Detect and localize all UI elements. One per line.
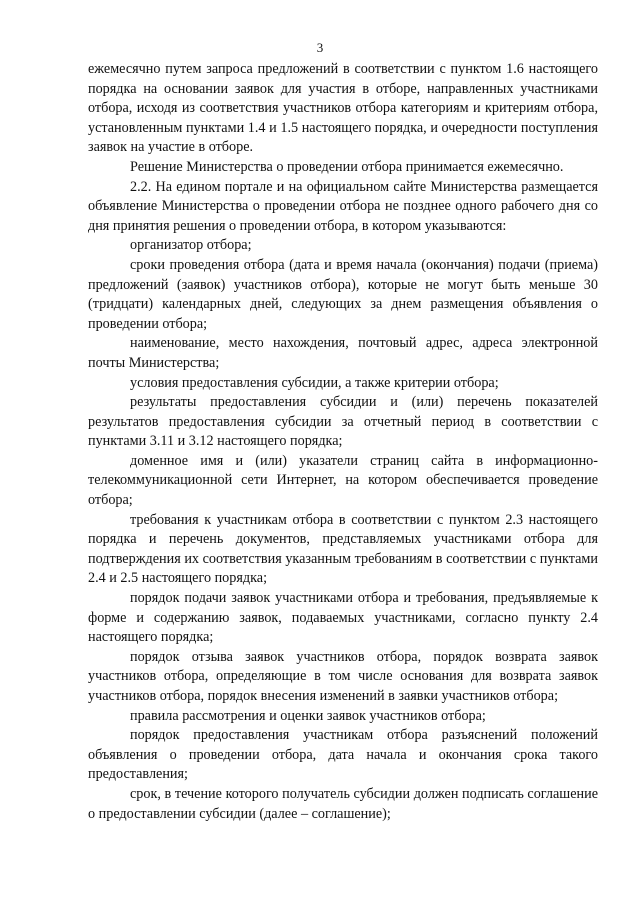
list-item-domain: доменное имя и (или) указатели страниц сайта в информационно-телекоммуникационной сети Интернет, на котором обеспечивается проведение отбора; <box>88 452 598 509</box>
list-item-results: результаты предоставления субсидии и (или) перечень показателей результатов предоставления субсидии за отчетный период в соответствии с пунктами 3.11 и 3.12 настоящего порядка; <box>88 394 598 450</box>
list-item-address: наименование, место нахождения, почтовый адрес, адреса электронной почты Министерства; <box>88 335 598 371</box>
document-body <box>88 60 598 824</box>
paragraph-decision: Решение Министерства о проведении отбора принимается ежемесячно. <box>130 158 564 175</box>
list-item-agreement-term: срок, в течение которого получатель субсидии должен подписать соглашение о предоставлении субсидии (далее – соглашение); <box>88 785 598 822</box>
list-item-submission: порядок подачи заявок участниками отбора и требования, предъявляемые к форме и содержанию заявок, подаваемых участниками, согласно пункту 2.4 настоящего порядка; <box>88 590 598 646</box>
list-item-conditions: условия предоставления субсидии, а также критерии отбора; <box>130 374 499 391</box>
list-item-requirements: требования к участникам отбора в соответствии с пунктом 2.3 настоящего порядка и перечень документов, представляемых участниками отбора для подтверждения их соответствия указанным требованиям в соответствии с пунктами 2.4 и 2.5 настоящего порядка; <box>88 511 598 587</box>
list-item-organizer: организатор отбора; <box>130 237 252 254</box>
page-number: 3 <box>316 40 324 55</box>
list-item-withdrawal: порядок отзыва заявок участников отбора, порядок возврата заявок участников отбора, определяющие в том числе основания для возврата заявок участников отбора, порядок внесения изменений в заявки участников отбора; <box>88 648 598 704</box>
list-item-deadlines: сроки проведения отбора (дата и время начала (окончания) подачи (приема) предложений (заявок) участников отбора), которые не могут быть меньше 30 (тридцати) календарных дней, следующих за днем размещения объявления о проведении отбора; <box>88 256 598 332</box>
paragraph-continuation: ежемесячно путем запроса предложений в соответствии с пунктом 1.6 настоящего порядка на основании заявок для участия в отборе, направленных участниками отбора, исходя из соответствия участников отбора категориям и критериям отбора, установленным пунктами 1.4 и 1.5 настоящего порядка, и очередности поступления заявок на участие в отборе. <box>88 61 598 156</box>
paragraph-section-2-2: 2.2. На едином портале и на официальном сайте Министерства размещается объявление Министерства о проведении отбора не позднее одного рабочего дня со дня принятия решения о проведении отбора, в котором указываются: <box>88 178 598 234</box>
list-item-evaluation: правила рассмотрения и оценки заявок участников отбора; <box>130 707 486 724</box>
list-item-clarifications: порядок предоставления участникам отбора разъяснений положений объявления о проведении отбора, дата начала и окончания срока такого предоставления; <box>88 727 598 783</box>
